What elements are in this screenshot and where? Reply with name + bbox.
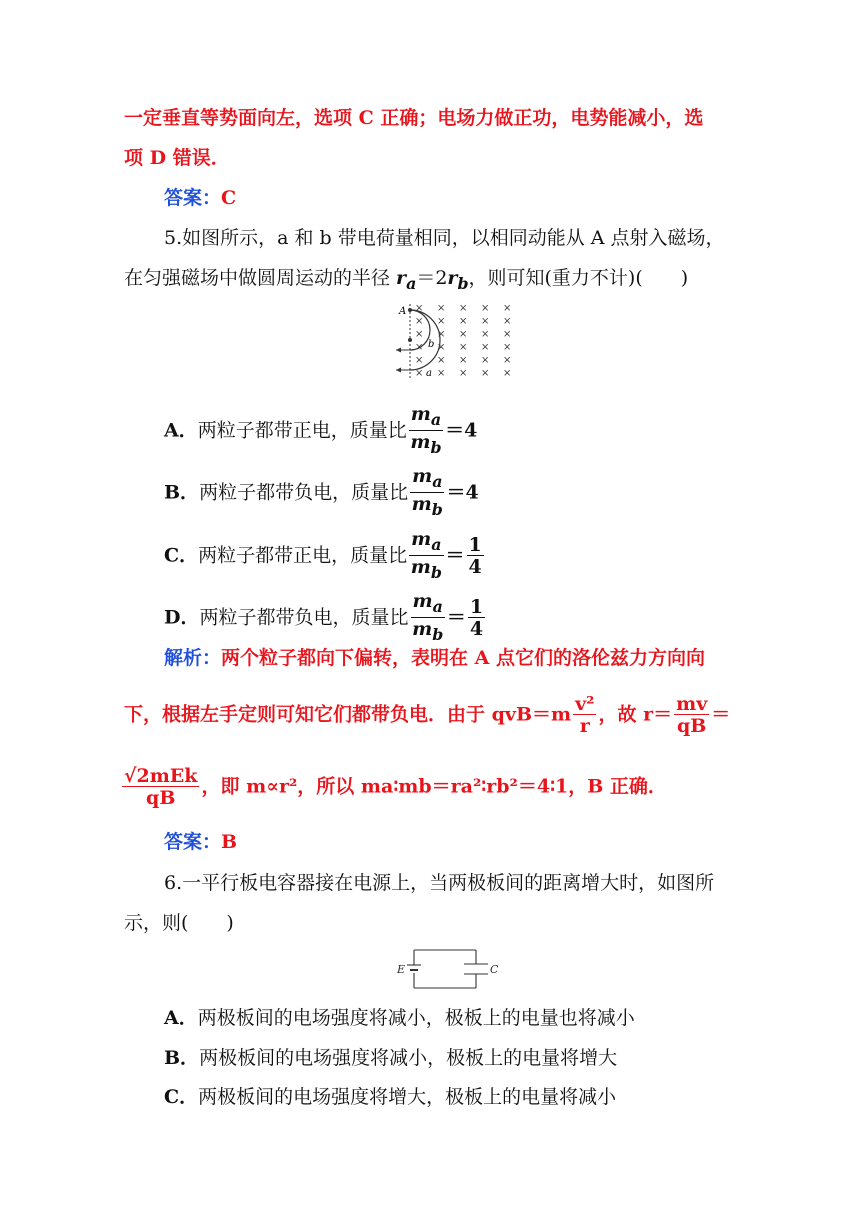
q5-option-c: C．两粒子都带正电，质量比 $\frac{m_a}{m_b}$ ＝ $\frac{1}{4}$ xyxy=(164,528,482,582)
capacitor-C-label: C xyxy=(490,963,499,976)
svg-text:×: × xyxy=(503,316,512,327)
svg-text:×: × xyxy=(459,368,468,379)
svg-text:×: × xyxy=(415,316,424,327)
q5-stem-line2: 在匀强磁场中做圆周运动的半径 $r_a=2r_b$，则可知(重力不计)( ) xyxy=(124,267,689,293)
capacitor-circuit-figure xyxy=(394,944,500,994)
svg-text:×: × xyxy=(459,303,468,314)
answer-label: 答案： xyxy=(164,187,222,209)
q5-analysis-line1: 解析：两个粒子都向下偏转，表明在 A 点它们的洛伦兹力方向向 xyxy=(164,647,705,669)
svg-text:×: × xyxy=(503,368,512,379)
svg-text:×: × xyxy=(437,316,446,327)
svg-text:×: × xyxy=(481,303,490,314)
particle-a-label: a xyxy=(426,368,432,379)
q6-stem-line2: 示，则( ) xyxy=(124,912,234,934)
q6-option-b: B．两极板间的电场强度将减小，极板上的电量将增大 xyxy=(164,1047,618,1069)
svg-text:×: × xyxy=(437,342,446,353)
svg-text:×: × xyxy=(481,329,490,340)
answer-value: C xyxy=(221,187,237,209)
q5-option-d: D．两粒子都带负电，质量比 $\frac{m_a}{m_b}$ ＝ $\frac{1}{4}$ xyxy=(164,590,484,644)
answer-label: 答案： xyxy=(164,831,222,853)
svg-text:×: × xyxy=(437,303,446,314)
q4-answer xyxy=(164,186,236,210)
svg-text:×: × xyxy=(437,368,446,379)
svg-text:×: × xyxy=(481,316,490,327)
svg-text:×: × xyxy=(503,329,512,340)
q5-analysis-line2: 下，根据左手定则可知它们都带负电．由于 qvB＝m $\frac{\text{v²}}{r}$ ，故 r＝ $\frac{mv}{qB}$ ＝ xyxy=(124,693,731,737)
svg-text:×: × xyxy=(503,303,512,314)
svg-text:×: × xyxy=(415,368,424,379)
svg-text:×: × xyxy=(459,355,468,366)
svg-text:×: × xyxy=(481,355,490,366)
svg-text:×: × xyxy=(503,355,512,366)
q5-option-b: B．两粒子都带负电，质量比 $\frac{m_a}{m_b}$ ＝4 xyxy=(164,465,479,519)
q4-explanation-line1: 一定垂直等势面向左，选项 C 正确；电场力做正功，电势能减小，选 xyxy=(124,107,704,129)
point-A-label: A xyxy=(399,306,407,317)
svg-text:×: × xyxy=(481,342,490,353)
q5-option-a: A．两粒子都带正电，质量比 $\frac{m_a}{m_b}$ ＝4 xyxy=(164,403,478,457)
svg-text:×: × xyxy=(437,355,446,366)
svg-text:×: × xyxy=(481,368,490,379)
answer-value: B xyxy=(221,831,238,853)
q6-option-c: C．两极板间的电场强度将增大，极板上的电量将减小 xyxy=(164,1086,617,1108)
source-E-label: E xyxy=(397,963,406,976)
svg-text:×: × xyxy=(415,303,424,314)
magnetic-field-figure xyxy=(390,300,520,382)
svg-text:×: × xyxy=(503,342,512,353)
svg-text:×: × xyxy=(415,329,424,340)
q6-option-a: A．两极板间的电场强度将减小，极板上的电量也将减小 xyxy=(164,1007,635,1029)
q5-stem-line1: 5.如图所示，a 和 b 带电荷量相同，以相同动能从 A 点射入磁场， xyxy=(164,227,725,249)
q4-explanation-line2: 项 D 错误． xyxy=(124,147,230,169)
q6-stem-line1: 6.一平行板电容器接在电源上，当两极板间的距离增大时，如图所 xyxy=(164,872,715,894)
svg-text:×: × xyxy=(459,316,468,327)
svg-text:×: × xyxy=(459,329,468,340)
svg-text:×: × xyxy=(415,342,424,353)
q5-analysis-line3: $\frac{\text{√2mEk}}{qB}$ ，即 m∝r²，所以 ma∶mb＝ra²∶rb²＝4∶1，B 正确． xyxy=(124,765,667,809)
q5-answer xyxy=(164,830,237,854)
analysis-label: 解析： xyxy=(164,647,222,669)
svg-text:×: × xyxy=(415,355,424,366)
svg-text:×: × xyxy=(459,342,468,353)
particle-b-label: b xyxy=(428,339,435,350)
svg-text:×: × xyxy=(437,329,446,340)
